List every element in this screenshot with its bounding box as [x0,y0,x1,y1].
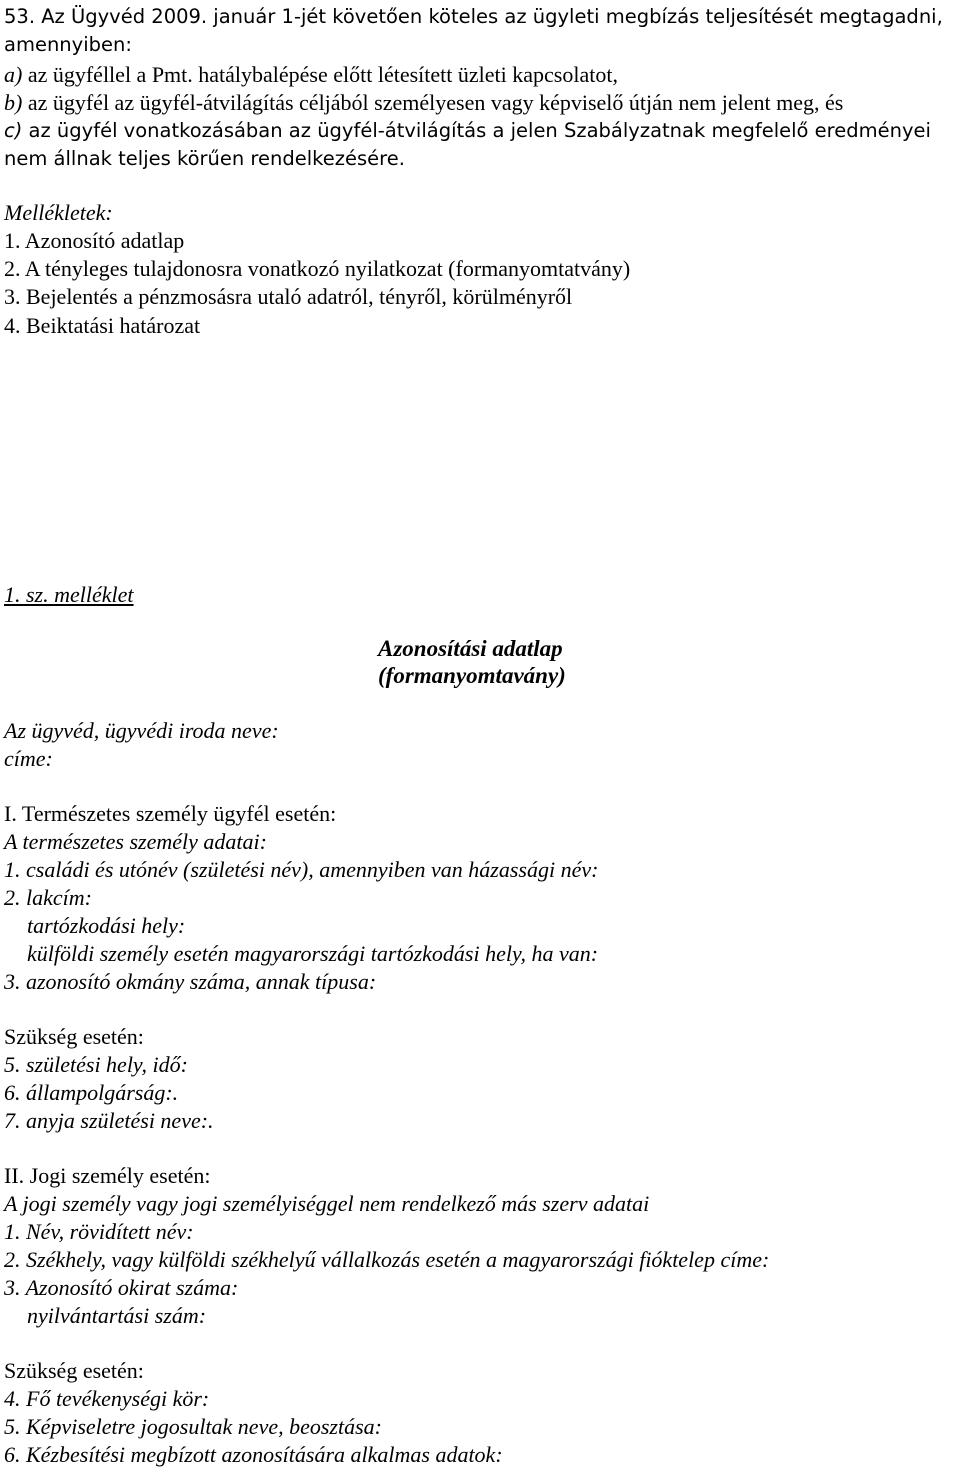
form-title-line-2: (formanyomtavány) [378,663,566,688]
intro-item-c-continued: nem állnak teljes körűen rendelkezésére. [4,147,405,170]
intro-item-c [4,118,931,144]
legal-field-4: 4. Fő tevékenységi kör: [4,1386,210,1411]
legal-person-heading: II. Jogi személy esetén: [4,1163,211,1188]
address-field: címe: [4,746,53,771]
natural-field-5: 5. születési hely, idő: [4,1052,188,1077]
item-b-text: az ügyfél az ügyfél-átvilágítás céljából személyesen vagy képviselő útján nem jelent meg, és [22,90,844,115]
natural-field-3: 3. azonosító okmány száma, annak típusa: [4,969,377,994]
natural-field-2a: tartózkodási hely: [27,913,186,938]
legal-field-3: 3. Azonosító okirat száma: [4,1275,239,1300]
attachment-item-2: 2. A tényleges tulajdonosra vonatkozó nyilatkozat (formanyomtatvány) [4,256,631,281]
natural-need-heading: Szükség esetén: [4,1024,144,1049]
item-a-text: az ügyféllel a Pmt. hatálybalépése előtt létesített üzleti kapcsolatot, [22,62,618,87]
item-c-text: az ügyfél vonatkozásában az ügyfél-átvilágítás a jelen Szabályzatnak megfelelő eredményei [22,119,931,142]
intro-line-1: 53. Az Ügyvéd 2009. január 1-jét követően köteles az ügyleti megbízás teljesítését megtagadni, [4,5,943,28]
natural-person-heading: I. Természetes személy ügyfél esetén: [4,801,337,826]
item-c-label: c) [4,119,23,142]
legal-field-1: 1. Név, rövidített név: [4,1219,194,1244]
legal-person-subheading: A jogi személy vagy jogi személyiséggel nem rendelkező más szerv adatai [4,1191,650,1216]
intro-item-a [4,62,618,88]
attachment-item-3: 3. Bejelentés a pénzmosásra utaló adatról, tényről, körülményről [4,284,573,309]
legal-field-2: 2. Székhely, vagy külföldi székhelyű vállalkozás esetén a magyarországi fióktelep címe: [4,1247,770,1272]
legal-field-6: 6. Kézbesítési megbízott azonosítására alkalmas adatok: [4,1442,503,1467]
legal-need-heading: Szükség esetén: [4,1358,144,1383]
attachment-item-1: 1. Azonosító adatlap [4,228,185,253]
legal-field-3a: nyilvántartási szám: [27,1303,207,1328]
natural-field-1: 1. családi és utónév (születési név), amennyiben van házassági név: [4,857,599,882]
natural-person-subheading: A természetes személy adatai: [4,829,267,854]
attachment-item-4: 4. Beiktatási határozat [4,313,201,338]
intro-line-2: amennyiben: [4,33,132,56]
item-a-label: a) [4,62,23,87]
legal-field-5: 5. Képviseletre jogosultak neve, beosztása: [4,1414,382,1439]
form-title-line-1: Azonosítási adatlap [378,636,563,661]
natural-field-2b: külföldi személy esetén magyarországi tartózkodási hely, ha van: [27,941,599,966]
item-b-label: b) [4,90,23,115]
intro-item-b [4,90,843,116]
lawyer-name-field: Az ügyvéd, ügyvédi iroda neve: [4,718,279,743]
natural-field-7: 7. anyja születési neve:. [4,1108,214,1133]
natural-field-6: 6. állampolgárság:. [4,1080,179,1105]
attachments-heading: Mellékletek: [4,200,113,225]
annex-label: 1. sz. melléklet [4,582,134,607]
natural-field-2: 2. lakcím: [4,885,92,910]
